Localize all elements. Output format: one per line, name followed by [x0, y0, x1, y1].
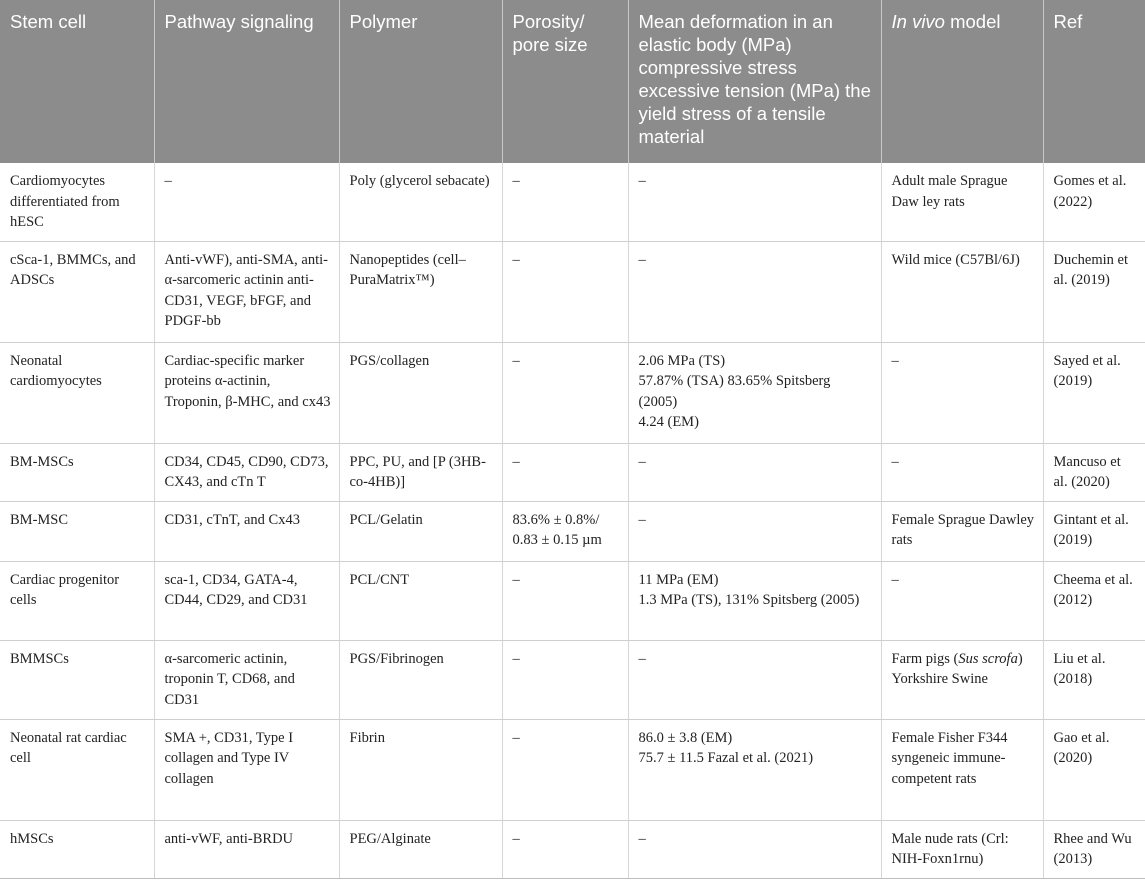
cell-model: Wild mice (C57Bl/6J)	[881, 241, 1043, 342]
header-in-vivo-italic: In vivo	[891, 11, 945, 32]
cell-stem-cell: BM-MSC	[0, 501, 154, 561]
cell-porosity: –	[502, 241, 628, 342]
cell-pathway: –	[154, 163, 339, 241]
model-species-italic: Sus scrofa	[958, 650, 1018, 667]
cell-model: –	[881, 561, 1043, 640]
table-row	[0, 719, 1145, 820]
cell-stem-cell: Cardiac progenitor cells	[0, 561, 154, 640]
cell-stem-cell: Neonatal rat cardiac cell	[0, 719, 154, 820]
header-stem-cell: Stem cell	[0, 0, 154, 163]
table-row	[0, 342, 1145, 443]
cell-mechanics	[628, 501, 881, 561]
cell-porosity: –	[502, 719, 628, 820]
header-pathway-signaling: Pathway signaling	[154, 0, 339, 163]
cell-ref: Gomes et al. (2022)	[1043, 163, 1145, 241]
cell-pathway: Cardiac-specific marker proteins α-actinin, Troponin, β-MHC, and cx43	[154, 342, 339, 443]
mechanics-line: 57.87% (TSA) 83.65% Spitsberg (2005)	[638, 373, 831, 410]
cell-ref: Gao et al. (2020)	[1043, 719, 1145, 820]
cell-mechanics	[628, 342, 881, 443]
mechanics-line: 2.06 MPa (TS)	[638, 352, 726, 369]
cell-model: Female Sprague Dawley rats	[881, 501, 1043, 561]
cell-porosity: –	[502, 443, 628, 501]
cell-polymer: PGS/Fibrinogen	[339, 640, 502, 719]
cell-stem-cell: Neonatal cardiomyocytes	[0, 342, 154, 443]
mechanics-line: –	[638, 511, 646, 528]
cell-polymer: Nanopeptides (cell–PuraMatrix™)	[339, 241, 502, 342]
table-row	[0, 561, 1145, 640]
mechanics-line: –	[638, 251, 646, 268]
table-row	[0, 163, 1145, 241]
header-mechanical-properties: Mean deformation in an elastic body (MPa) compressive stress excessive tension (MPa) the yield stress of a tensile material	[628, 0, 881, 163]
mechanics-line: 4.24 (EM)	[638, 414, 699, 430]
cell-porosity: 83.6% ± 0.8%/ 0.83 ± 0.15 µm	[502, 501, 628, 561]
header-ref: Ref	[1043, 0, 1145, 163]
header-model-text: model	[950, 11, 1001, 32]
table-row	[0, 443, 1145, 501]
cell-stem-cell: Cardiomyocytes differentiated from hESC	[0, 163, 154, 241]
table-body	[0, 163, 1145, 878]
cell-stem-cell: BMMSCs	[0, 640, 154, 719]
cell-polymer: PCL/Gelatin	[339, 501, 502, 561]
cell-polymer: Fibrin	[339, 719, 502, 820]
mechanics-line: 11 MPa (EM)	[638, 571, 719, 588]
cell-ref: Duchemin et al. (2019)	[1043, 241, 1145, 342]
model-text-pre: Farm pigs (	[891, 650, 959, 667]
cell-stem-cell: BM-MSCs	[0, 443, 154, 501]
cell-ref: Rhee and Wu (2013)	[1043, 820, 1145, 878]
mechanics-line: 86.0 ± 3.8 (EM)	[638, 729, 733, 746]
header-porosity: Porosity/ pore size	[502, 0, 628, 163]
table-row	[0, 501, 1145, 561]
cell-ref: Gintant et al. (2019)	[1043, 501, 1145, 561]
cell-mechanics	[628, 443, 881, 501]
cell-model: Female Fisher F344 syngeneic immune-competent rats	[881, 719, 1043, 820]
cell-model: –	[881, 443, 1043, 501]
mechanics-line: –	[638, 650, 646, 667]
cell-mechanics	[628, 640, 881, 719]
cell-mechanics	[628, 561, 881, 640]
cell-porosity: –	[502, 163, 628, 241]
mechanics-line: 1.3 MPa (TS), 131% Spitsberg (2005)	[638, 592, 860, 608]
cell-ref: Cheema et al. (2012)	[1043, 561, 1145, 640]
cell-porosity: –	[502, 342, 628, 443]
cell-pathway: CD31, cTnT, and Cx43	[154, 501, 339, 561]
mechanics-line: –	[638, 453, 646, 470]
cell-stem-cell: hMSCs	[0, 820, 154, 878]
cell-pathway: CD34, CD45, CD90, CD73, CX43, and cTn T	[154, 443, 339, 501]
header-in-vivo-model	[881, 0, 1043, 163]
mechanics-line: –	[638, 173, 646, 189]
cell-ref: Mancuso et al. (2020)	[1043, 443, 1145, 501]
cell-polymer: Poly (glycerol sebacate)	[339, 163, 502, 241]
cell-pathway: SMA +, CD31, Type I collagen and Type IV collagen	[154, 719, 339, 820]
table-row	[0, 820, 1145, 878]
header-polymer: Polymer	[339, 0, 502, 163]
cell-model: –	[881, 342, 1043, 443]
cell-polymer: PCL/CNT	[339, 561, 502, 640]
mechanics-line: 75.7 ± 11.5 Fazal et al. (2021)	[638, 750, 814, 766]
cell-polymer: PEG/Alginate	[339, 820, 502, 878]
cell-mechanics	[628, 241, 881, 342]
cell-mechanics	[628, 820, 881, 878]
cell-ref: Sayed et al. (2019)	[1043, 342, 1145, 443]
cell-porosity: –	[502, 820, 628, 878]
header-row	[0, 0, 1145, 163]
table-header	[0, 0, 1145, 163]
cell-polymer: PPC, PU, and [P (3HB-co-4HB)]	[339, 443, 502, 501]
cell-polymer: PGS/collagen	[339, 342, 502, 443]
cell-model: Adult male Sprague Daw ley rats	[881, 163, 1043, 241]
cell-porosity: –	[502, 640, 628, 719]
mechanics-line: –	[638, 830, 646, 847]
cell-pathway: α-sarcomeric actinin, troponin T, CD68, and CD31	[154, 640, 339, 719]
cell-pathway: Anti-vWF), anti-SMA, anti-α-sarcomeric actinin anti-CD31, VEGF, bFGF, and PDGF-bb	[154, 241, 339, 342]
model-text-post: ) Yorkshire Swine	[891, 650, 1023, 687]
cell-mechanics	[628, 163, 881, 241]
cell-mechanics	[628, 719, 881, 820]
cell-stem-cell: cSca-1, BMMCs, and ADSCs	[0, 241, 154, 342]
table-row	[0, 241, 1145, 342]
cell-pathway: anti-vWF, anti-BRDU	[154, 820, 339, 878]
cell-pathway: sca-1, CD34, GATA-4, CD44, CD29, and CD31	[154, 561, 339, 640]
cell-porosity: –	[502, 561, 628, 640]
cell-model: Male nude rats (Crl: NIH-Foxn1rnu)	[881, 820, 1043, 878]
cell-model	[881, 640, 1043, 719]
cell-ref: Liu et al. (2018)	[1043, 640, 1145, 719]
table-row	[0, 640, 1145, 719]
